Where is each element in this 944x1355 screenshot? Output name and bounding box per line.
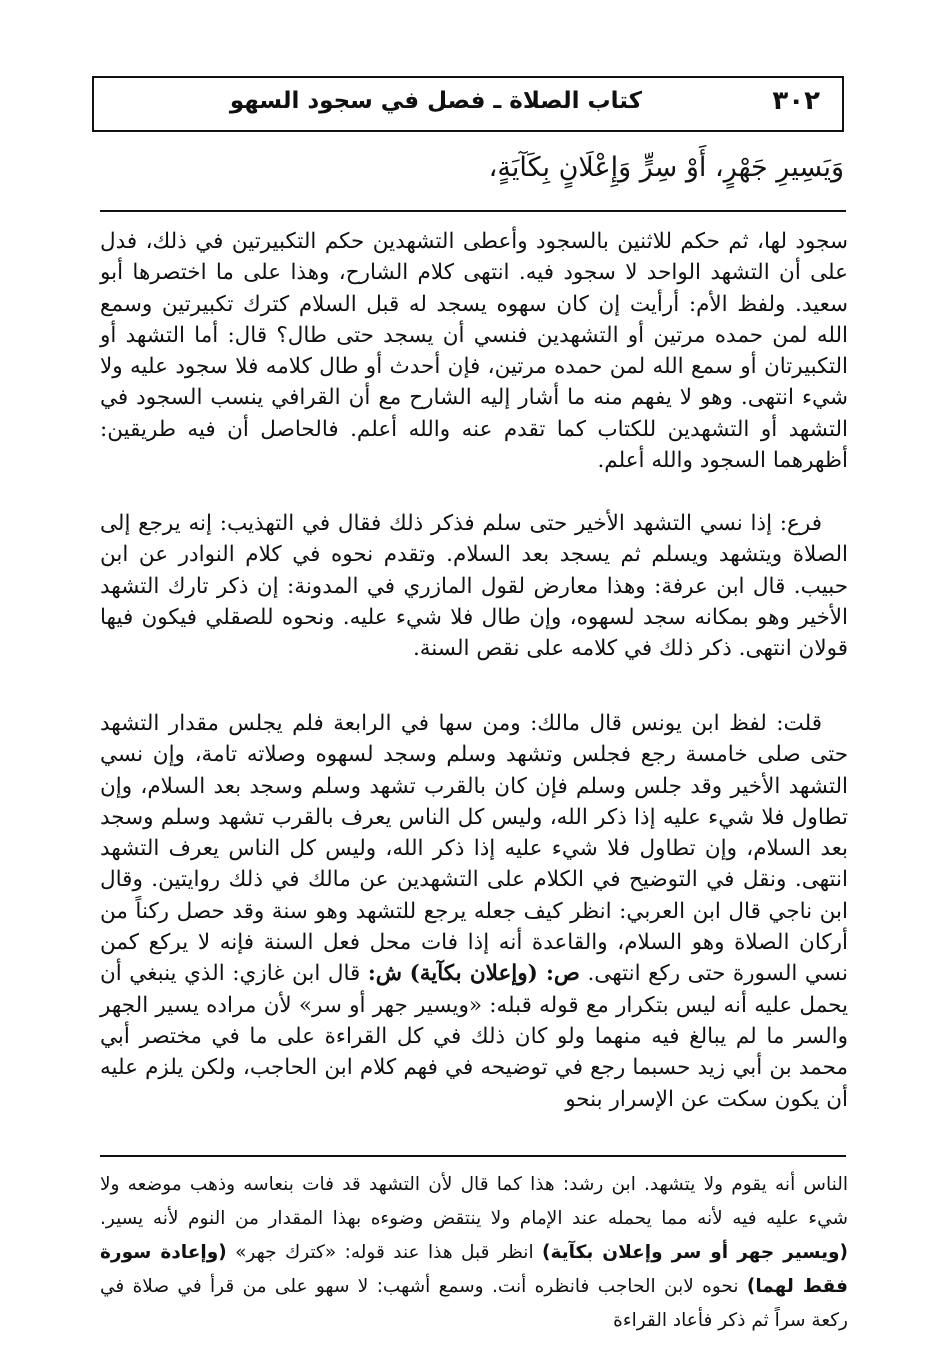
sharh-label: ش: bbox=[367, 961, 403, 987]
commentary-paragraph-3 bbox=[100, 708, 848, 1115]
footnote-text-c: نحوه لابن الحاجب فانظره أنت. وسمع أشهب: لا سهو على من قرأ في صلاة في ركعة سراً ثم ذكر فأعاد القراءة bbox=[100, 1276, 848, 1331]
paragraph-3-text-a: قلت: لفظ ابن يونس قال مالك: ومن سها في الرابعة فلم يجلس مقدار التشهد حتى صلى خامسة رجع فجلس وتشهد وسلم وسجد لسهوه وصلاته تامة، وإن نسي التشهد الأخير وقد جلس وسلم فإن كان بالقرب تشهد وسلم وسجد بعد السلام، وإن تطاول فلا شيء عليه إذا ذكر الله، وليس كل الناس يعرف بالقرب تشهد وسلم وسجد بعد السلام، وإن تطاول فلا شيء عليه إذا ذكر الله، وليس كل الناس يعرف التشهد انتهى. ونقل في التوضيح في الكلام على التشهدين عن مالك في ذلك روايتين. وقال ابن ناجي قال ابن العربي: انظر كيف جعله يرجع للتشهد وهو سنة وقد حصل ركناً من أركان الصلاة وهو السلام، والقاعدة أنه إذا فات محل فعل السنة فإنه لا يركع كمن نسي السورة حتى ركع انتهى. bbox=[100, 711, 848, 987]
commentary-paragraph-2: فرع: إذا نسي التشهد الأخير حتى سلم فذكر ذلك فقال في التهذيب: إنه يرجع إلى الصلاة ويتشهد ويسلم ثم يسجد بعد السلام. وتقدم نحوه في كلام النوادر عن ابن حبيب. قال ابن عرفة: وهذا معارض لقول المازري في المدونة: إن ذكر تارك التشهد الأخير وهو بمكانه سجد لسهوه، وإن طال فلا شيء عليه. ونحوه للصقلي فيكون فيها قولان انتهى. ذكر ذلك في كلامه على نقص السنة. bbox=[100, 511, 848, 662]
page-number: ٣٠٢ bbox=[772, 86, 820, 116]
footnote bbox=[100, 1168, 848, 1338]
matn-text: وَيَسِيرِ جَهْرٍ، أَوْ سِرٍّ وَإِعْلَانٍ بِكَآيَةٍ، bbox=[488, 152, 844, 183]
footnote-text-b: انظر قبل هذا عند قوله: «كترك جهر» bbox=[235, 1242, 534, 1263]
footnote-quote-2: (وإعادة سورة فقط لهما) bbox=[100, 1242, 848, 1297]
footnote-text-a: الناس أنه يقوم ولا يتشهد. ابن رشد: هذا كما قال لأن التشهد قد فات بنعاسه وذهب موضعه ولا شيء عليه فيه لأنه مما يحمله عند الإمام ولا ينتقض وضوءه بهذا المقدار من النوم لأنه يسير. bbox=[100, 1174, 848, 1229]
footnote-divider bbox=[100, 1155, 846, 1157]
chapter-title: كتاب الصلاة ـ فصل في سجود السهو bbox=[229, 88, 642, 114]
commentary-paragraph-1: سجود لها، ثم حكم للاثنين بالسجود وأعطى التشهدين حكم التكبيرتين في ذلك، فدل على أن التشهد الواحد لا سجود فيه. انتهى كلام الشارح، وهذا على ما اختصرها أبو سعيد. ولفظ الأم: أرأيت إن كان سهوه يسجد له قبل السلام كترك تكبيرتين وسمع الله لمن حمده مرتين أو التشهدين فنسي أن يسجد حتى طال؟ قال: أما التشهد أو التكبيرتان أو سمع الله لمن حمده مرتين، فإن أحدث أو طال كلامه فلا سجود عليه ولا شيء انتهى. وهو لا يفهم منه ما أشار إليه الشارح مع أن القرافي ينسب السجود في التشهد أو التشهدين للكتاب كما تقدم عنه والله أعلم. فالحاصل أن فيه طريقين: أظهرهما السجود والله أعلم. bbox=[100, 229, 848, 474]
running-header bbox=[92, 76, 844, 132]
footnote-quote-1: (ويسير جهر أو سر وإعلان بكآية) bbox=[542, 1242, 848, 1263]
paragraph-3-text-b: قال ابن غازي: الذي ينبغي أن يحمل عليه أنه ليس بتكرار مع قوله قبله: «ويسير جهر أو سر» لأن مراده يسير الجهر والسر ما لم يبالغ فيه منهما ولو كان ذلك في كل القراءة على ما في مختصر أبي محمد بن أبي زيد حسبما رجع في توضيحه في فهم كلام ابن الحاجب، ولكن يلزم عليه أن يكون سكت عن الإسرار بنحو bbox=[100, 961, 849, 1112]
matn-quote-label: ص: (وإعلان بكآية) bbox=[409, 961, 580, 987]
matn-divider bbox=[100, 210, 846, 212]
